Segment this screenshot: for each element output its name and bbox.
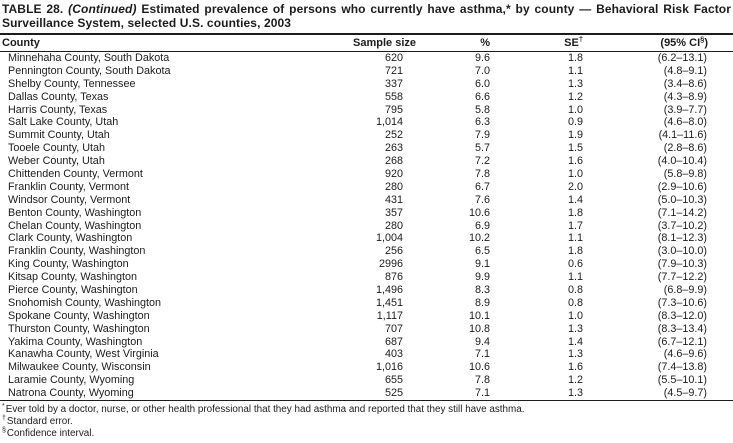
- table-row: [0, 232, 733, 245]
- cell-se: 1.8: [567, 52, 583, 64]
- cell-ci: (4.3–8.9): [663, 90, 707, 103]
- cell-pct: 10.2: [468, 232, 490, 245]
- cell-se: 0.8: [567, 296, 583, 309]
- cell-pct: 5.8: [474, 103, 490, 116]
- cell-pct: 8.9: [474, 296, 490, 309]
- cell-county: Harris County, Texas: [8, 103, 108, 116]
- cell-ci: (3.4–8.6): [663, 77, 707, 90]
- cell-pct: 10.6: [468, 361, 490, 374]
- cell-n: 795: [384, 103, 403, 116]
- cell-ci: (4.5–9.7): [663, 387, 707, 400]
- cell-n: 280: [384, 219, 403, 232]
- table-row: [0, 387, 733, 400]
- cell-n: 263: [384, 142, 403, 155]
- cell-ci: (4.1–11.6): [658, 129, 707, 142]
- cell-n: 707: [384, 322, 403, 335]
- cell-se: 1.6: [567, 361, 583, 374]
- cell-pct: 8.3: [474, 284, 490, 297]
- cell-n: 403: [384, 348, 403, 361]
- cell-se: 1.1: [567, 64, 583, 77]
- table-row: [0, 348, 733, 361]
- cell-n: 1,014: [375, 116, 403, 129]
- table-row: [0, 91, 733, 104]
- cell-county: Windsor County, Vermont: [8, 193, 131, 206]
- cell-county: Pennington County, South Dakota: [8, 64, 171, 77]
- cell-n: 431: [384, 193, 403, 206]
- cell-se: 1.2: [567, 374, 583, 387]
- cell-n: 1,451: [375, 296, 403, 309]
- col-header-ci: [590, 34, 733, 52]
- cell-county: Chittenden County, Vermont: [8, 168, 143, 181]
- cell-se: 1.2: [567, 90, 583, 103]
- cell-ci: (6.7–12.1): [657, 335, 707, 348]
- cell-se: 1.8: [567, 206, 583, 219]
- col-header-percent: %: [420, 34, 497, 52]
- cell-se: 1.8: [567, 245, 583, 258]
- cell-county: Spokane County, Washington: [8, 309, 150, 322]
- cell-se: 1.4: [567, 193, 583, 206]
- cell-ci: (7.3–10.6): [657, 296, 707, 309]
- cell-ci: (8.3–13.4): [657, 322, 707, 335]
- cell-ci: (7.1–14.2): [657, 206, 707, 219]
- cell-pct: 7.1: [474, 387, 490, 400]
- cell-county: Franklin County, Washington: [8, 245, 146, 258]
- cell-county: Kanawha County, West Virginia: [8, 348, 159, 361]
- prevalence-table: [0, 33, 733, 401]
- cell-se: 1.1: [567, 232, 583, 245]
- footnote-line: [2, 428, 733, 440]
- cell-n: 1,016: [375, 361, 403, 374]
- cell-se: 1.3: [567, 348, 583, 361]
- cell-pct: 7.1: [474, 348, 490, 361]
- cell-se: 1.0: [567, 309, 583, 322]
- cell-county: Salt Lake County, Utah: [8, 116, 119, 129]
- cell-n: 1,004: [375, 232, 403, 245]
- header-row: [0, 34, 733, 52]
- cell-pct: 7.9: [474, 129, 490, 142]
- cell-county: Summit County, Utah: [8, 129, 110, 142]
- table-row: [0, 323, 733, 336]
- cell-ci: (7.9–10.3): [657, 258, 707, 271]
- cell-pct: 6.9: [474, 219, 490, 232]
- cell-n: 525: [384, 387, 403, 400]
- cell-county: King County, Washington: [8, 258, 129, 271]
- ci-label: (95% CI: [660, 37, 701, 49]
- table-title: [0, 3, 733, 30]
- cell-n: 2996: [378, 258, 403, 271]
- cell-ci: (8.3–12.0): [657, 309, 707, 322]
- table-row: [0, 116, 733, 129]
- cell-pct: 10.6: [468, 206, 490, 219]
- footnote-marker: §: [2, 426, 6, 434]
- table-body: [0, 52, 733, 401]
- cell-ci: (7.7–12.2): [657, 271, 707, 284]
- cell-n: 280: [384, 180, 403, 193]
- cell-se: 1.3: [567, 77, 583, 90]
- cell-n: 721: [384, 64, 403, 77]
- cell-se: 1.3: [567, 387, 583, 400]
- cell-ci: (6.8–9.9): [663, 284, 707, 297]
- table-row: [0, 207, 733, 220]
- cell-county: Chelan County, Washington: [8, 219, 142, 232]
- cell-se: 1.9: [567, 129, 583, 142]
- cell-pct: 6.3: [474, 116, 490, 129]
- table-row: [0, 65, 733, 78]
- col-header-county: County: [0, 34, 340, 52]
- col-header-sample-size: Sample size: [340, 34, 420, 52]
- cell-ci: (5.5–10.1): [657, 374, 707, 387]
- cell-pct: 7.8: [474, 374, 490, 387]
- cell-ci: (4.6–9.6): [663, 348, 707, 361]
- footnote-marker: †: [2, 414, 6, 422]
- cell-pct: 7.0: [474, 64, 490, 77]
- footnotes: [0, 401, 733, 440]
- se-label: SE: [564, 37, 579, 49]
- cell-pct: 10.1: [468, 309, 490, 322]
- cell-pct: 7.2: [474, 155, 490, 168]
- cell-county: Milwaukee County, Wisconsin: [8, 361, 151, 374]
- cell-pct: 9.4: [474, 335, 490, 348]
- table-row: [0, 245, 733, 258]
- cell-ci: (8.1–12.3): [657, 232, 707, 245]
- cell-se: 2.0: [567, 180, 583, 193]
- table-row: [0, 52, 733, 65]
- cell-ci: (4.0–10.4): [657, 155, 707, 168]
- cell-n: 558: [384, 90, 403, 103]
- cell-n: 1,117: [376, 309, 403, 322]
- footnote-text: Confidence interval.: [6, 428, 95, 440]
- table-title-line1: [2, 3, 731, 17]
- cell-se: 1.1: [567, 271, 583, 284]
- cell-county: Weber County, Utah: [8, 155, 105, 168]
- se-dagger-marker: †: [578, 34, 583, 44]
- cell-county: Kitsap County, Washington: [8, 271, 138, 284]
- cell-county: Benton County, Washington: [8, 206, 142, 219]
- cell-ci: (2.8–8.6): [663, 142, 707, 155]
- table-row: [0, 181, 733, 194]
- footnote-text: Standard error.: [6, 416, 73, 428]
- cell-county: Pierce County, Washington: [8, 284, 138, 297]
- cell-ci: (2.9–10.6): [657, 180, 707, 193]
- cell-n: 920: [384, 168, 403, 181]
- cell-se: 1.5: [567, 142, 583, 155]
- cell-n: 620: [384, 52, 403, 64]
- cell-ci: (3.0–10.0): [657, 245, 707, 258]
- cell-pct: 9.1: [474, 258, 490, 271]
- cell-pct: 7.8: [474, 168, 490, 181]
- cell-ci: (3.7–10.2): [657, 219, 707, 232]
- table-row: [0, 258, 733, 271]
- cell-se: 1.4: [567, 335, 583, 348]
- table-row: [0, 271, 733, 284]
- table-row: [0, 374, 733, 387]
- cell-pct: 10.8: [468, 322, 490, 335]
- cell-se: 1.6: [567, 155, 583, 168]
- cell-n: 876: [384, 271, 403, 284]
- cell-n: 1,496: [375, 284, 403, 297]
- cell-se: 1.7: [567, 219, 583, 232]
- cell-pct: 9.9: [474, 271, 490, 284]
- cell-n: 256: [384, 245, 403, 258]
- footnote-line: [2, 404, 733, 416]
- table-row: [0, 168, 733, 181]
- table-row: [0, 220, 733, 233]
- cell-county: Franklin County, Vermont: [8, 180, 130, 193]
- cell-pct: 6.0: [474, 77, 490, 90]
- cell-ci: (4.6–8.0): [663, 116, 707, 129]
- cell-county: Laramie County, Wyoming: [8, 374, 135, 387]
- table-row: [0, 284, 733, 297]
- table-row: [0, 78, 733, 91]
- table-row: [0, 129, 733, 142]
- table-row: [0, 142, 733, 155]
- footnote-marker: *: [2, 402, 5, 410]
- cell-pct: 7.6: [474, 193, 490, 206]
- cell-n: 687: [384, 335, 403, 348]
- cell-n: 357: [384, 206, 403, 219]
- table-row: [0, 310, 733, 323]
- cell-se: 0.8: [567, 284, 583, 297]
- cell-county: Snohomish County, Washington: [8, 296, 162, 309]
- table-title-text: Estimated prevalence of persons who currently have asthma,* by county — Behavioral Risk Factor: [141, 2, 732, 16]
- ci-label-close: ): [704, 37, 708, 49]
- table-title-line2: Surveillance System, selected U.S. counties, 2003: [2, 15, 292, 30]
- cell-county: Minnehaha County, South Dakota: [8, 52, 170, 64]
- table-number: TABLE 28.: [2, 2, 64, 16]
- cell-n: 252: [384, 129, 403, 142]
- table-row: [0, 104, 733, 117]
- cell-pct: 5.7: [474, 142, 490, 155]
- cell-county: Tooele County, Utah: [8, 142, 106, 155]
- cell-se: 0.6: [567, 258, 583, 271]
- col-header-se: [497, 34, 590, 52]
- cell-county: Yakima County, Washington: [8, 335, 143, 348]
- cell-county: Clark County, Washington: [8, 232, 133, 245]
- cell-county: Dallas County, Texas: [8, 90, 109, 103]
- cell-county: Shelby County, Tennessee: [8, 77, 136, 90]
- cell-se: 1.3: [567, 322, 583, 335]
- footnote-text: Ever told by a doctor, nurse, or other health professional that they had asthma and reported that they still have asthma.: [5, 404, 525, 416]
- cell-ci: (5.0–10.3): [657, 193, 707, 206]
- cell-ci: (7.4–13.8): [657, 361, 707, 374]
- cell-pct: 6.5: [474, 245, 490, 258]
- table-row: [0, 194, 733, 207]
- cell-pct: 9.6: [474, 52, 490, 64]
- cell-pct: 6.6: [474, 90, 490, 103]
- cell-ci: (3.9–7.7): [663, 103, 707, 116]
- cell-n: 268: [384, 155, 403, 168]
- cell-ci: (6.2–13.1): [657, 52, 707, 64]
- cell-ci: (5.8–9.8): [663, 168, 707, 181]
- table-continued-label: (Continued): [68, 2, 137, 16]
- cell-ci: (4.8–9.1): [663, 64, 707, 77]
- cell-se: 0.9: [567, 116, 583, 129]
- cell-county: Natrona County, Wyoming: [8, 387, 134, 400]
- cell-n: 337: [384, 77, 403, 90]
- cell-n: 655: [384, 374, 403, 387]
- cell-se: 1.0: [567, 103, 583, 116]
- table-row: [0, 336, 733, 349]
- table-row: [0, 297, 733, 310]
- footnote-line: [2, 416, 733, 428]
- table-row: [0, 155, 733, 168]
- ci-section-marker: §: [700, 34, 705, 44]
- cell-pct: 6.7: [474, 180, 490, 193]
- cell-county: Thurston County, Washington: [8, 322, 150, 335]
- table-row: [0, 361, 733, 374]
- cell-se: 1.0: [567, 168, 583, 181]
